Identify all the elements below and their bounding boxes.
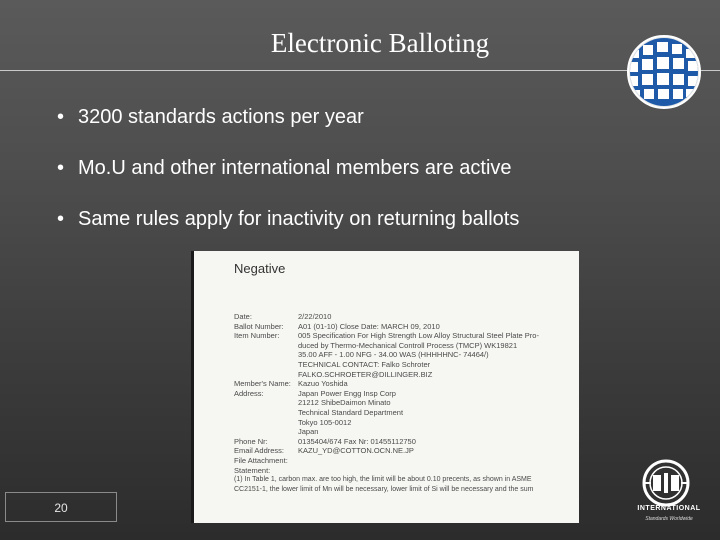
bullet-item: • Mo.U and other international members are active — [57, 157, 512, 179]
document-heading: Negative — [234, 261, 286, 276]
document-field-value: (1) In Table 1, carbon max. are too high, the limit will be about 0.10 precents, as shown in ASME — [234, 476, 532, 484]
document-field-label: Date: — [234, 312, 252, 321]
document-field-value: TECHNICAL CONTACT: Falko Schroter — [298, 360, 431, 369]
document-field-value: 0135404/674 Fax Nr: 01455112750 — [298, 436, 416, 446]
document-field-value: 005 Specification For High Strength Low Alloy Structural Steel Plate Pro- — [298, 331, 539, 341]
globe-icon — [622, 30, 706, 114]
document-field-label: Member's Name: — [234, 379, 291, 389]
document-field-value: 2/22/2010 — [298, 312, 332, 321]
bullet-item: • 3200 standards actions per year — [57, 106, 364, 128]
document-field-value: Japan — [298, 427, 319, 437]
document-field-value: Technical Standard Department — [298, 408, 404, 417]
logo-text-international: INTERNATIONAL — [637, 505, 701, 512]
bullet-list — [57, 103, 519, 256]
document-field-label: Statement: — [234, 465, 271, 475]
document-field-value: 21212 ShibeDaimon Minato — [298, 398, 391, 408]
title-divider — [0, 70, 720, 71]
logo-text-tagline: Standards Worldwide — [645, 516, 693, 522]
document-field-value: KAZU_YD@COTTON.OCN.NE.JP — [298, 446, 414, 456]
slide-title: Electronic Balloting — [270, 28, 490, 58]
document-field-value: Japan Power Engg Insp Corp — [298, 388, 396, 398]
document-field-value: duced by Thermo-Mechanical Controll Process (TMCP) WK19821 — [298, 340, 518, 350]
document-field-value: Tokyo 105-0012 — [298, 417, 352, 427]
document-field-label: File Attachment: — [234, 456, 288, 465]
document-field-value: A01 (01-10) Close Date: MARCH 09, 2010 — [298, 321, 440, 331]
document-field-value: 35.00 AFF - 1.00 NFG - 34.00 WAS (HHHHHNC- 74464/) — [298, 350, 489, 360]
document-field-label: Item Number: — [234, 331, 280, 341]
ballot-document-image — [191, 251, 579, 523]
document-field-label: Phone Nr: — [234, 436, 268, 446]
document-field-label: Email Address: — [234, 446, 285, 456]
page-number: 20 — [5, 492, 117, 522]
document-field-value: FALKO.SCHROETER@DILLINGER.BIZ — [298, 369, 433, 379]
document-field-value: Kazuo Yoshida — [298, 379, 348, 389]
document-field-value: CC2151-1, the lower limit of Mn will be necessary, lower limit of Si will be necessary and the sum — [234, 485, 534, 493]
document-field-label: Ballot Number: — [234, 321, 284, 331]
document-field-label: Address: — [234, 388, 264, 398]
bullet-item: • Same rules apply for inactivity on returning ballots — [57, 208, 520, 230]
